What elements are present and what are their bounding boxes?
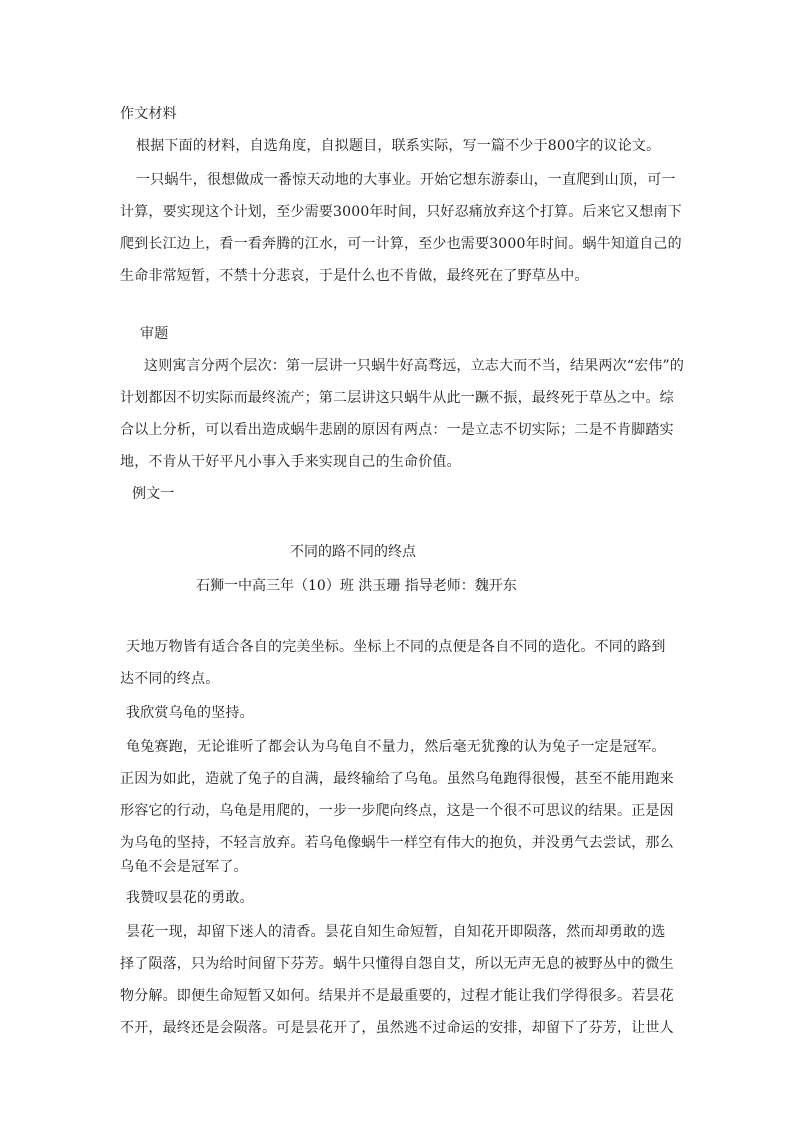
essay-line: 我赞叹昙花的勇敢。 bbox=[126, 890, 254, 906]
essay-line: 达不同的终点。 bbox=[120, 671, 220, 687]
essay-byline: 石狮一中高三年（10）班 洪玉珊 指导老师：魏开东 bbox=[196, 578, 517, 594]
essay-line: 为乌龟的坚持，不轻言放弃。若乌龟像蜗牛一样空有伟大的抱负，并没勇气去尝试，那么 bbox=[120, 835, 674, 851]
material-line: 生命非常短暂，不禁十分悲哀，于是什么也不肯做，最终死在了野草丛中。 bbox=[120, 268, 589, 284]
analysis-line: 地，不肯从干好平凡小事入手来实现自己的生命价值。 bbox=[120, 454, 461, 470]
essay-line: 乌龟不会是冠军了。 bbox=[120, 859, 248, 875]
analysis-line: 这则寓言分两个层次：第一层讲一只蜗牛好高骛远，立志大而不当，结果两次“宏伟”的 bbox=[144, 358, 685, 374]
material-line: 一只蜗牛，很想做成一番惊天动地的大事业。开始它想东游泰山，一直爬到山顶，可一 bbox=[136, 172, 676, 188]
material-heading: 作文材料 bbox=[120, 106, 177, 122]
analysis-line: 计划都因不切实际而最终流产；第二层讲这只蜗牛从此一蹶不振，最终死于草丛之中。综 bbox=[120, 390, 674, 406]
essay-line: 龟兔赛跑，无论谁听了都会认为乌龟自不量力，然后毫无犹豫的认为兔子一定是冠军。 bbox=[126, 739, 666, 755]
essay-line: 择了陨落，只为给时间留下芬芳。蜗牛只懂得自怨自艾，所以无声无息的被野丛中的微生 bbox=[120, 956, 674, 972]
essay-line: 昙花一现，却留下迷人的清香。昙花自知生命短暂，自知花开即陨落，然而却勇敢的选 bbox=[126, 924, 666, 940]
essay-line: 我欣赏乌龟的坚持。 bbox=[126, 705, 254, 721]
essay-line: 形容它的行动，乌龟是用爬的，一步一步爬向终点，这是一个很不可思议的结果。正是因 bbox=[120, 803, 674, 819]
instruction-line: 根据下面的材料，自选角度，自拟题目，联系实际，写一篇不少于800字的议论文。 bbox=[136, 138, 661, 154]
analysis-line: 合以上分析，可以看出造成蜗牛悲剧的原因有两点：一是立志不切实际；二是不肯脚踏实 bbox=[120, 422, 674, 438]
example-heading: 例文一 bbox=[132, 486, 175, 502]
essay-line: 物分解。即便生命短暂又如何。结果并不是最重要的，过程才能让我们学得很多。若昙花 bbox=[120, 988, 674, 1004]
material-line: 计算，要实现这个计划，至少需要3000年时间，只好忍痛放弃这个打算。后来它又想南下 bbox=[120, 204, 682, 220]
essay-line: 正因为如此，造就了兔子的自满，最终输给了乌龟。虽然乌龟跑得很慢，甚至不能用跑来 bbox=[120, 771, 674, 787]
material-line: 爬到长江边上，看一看奔腾的江水，可一计算，至少也需要3000年时间。蜗牛知道自己的 bbox=[120, 236, 682, 252]
analysis-heading: 审题 bbox=[140, 326, 169, 342]
essay-line: 不开，最终还是会陨落。可是昙花开了，虽然逃不过命运的安排，却留下了芬芳，让世人 bbox=[120, 1020, 674, 1036]
essay-title: 不同的路不同的终点 bbox=[290, 544, 416, 560]
essay-line: 天地万物皆有适合各自的完美坐标。坐标上不同的点便是各自不同的造化。不同的路到 bbox=[126, 639, 666, 655]
